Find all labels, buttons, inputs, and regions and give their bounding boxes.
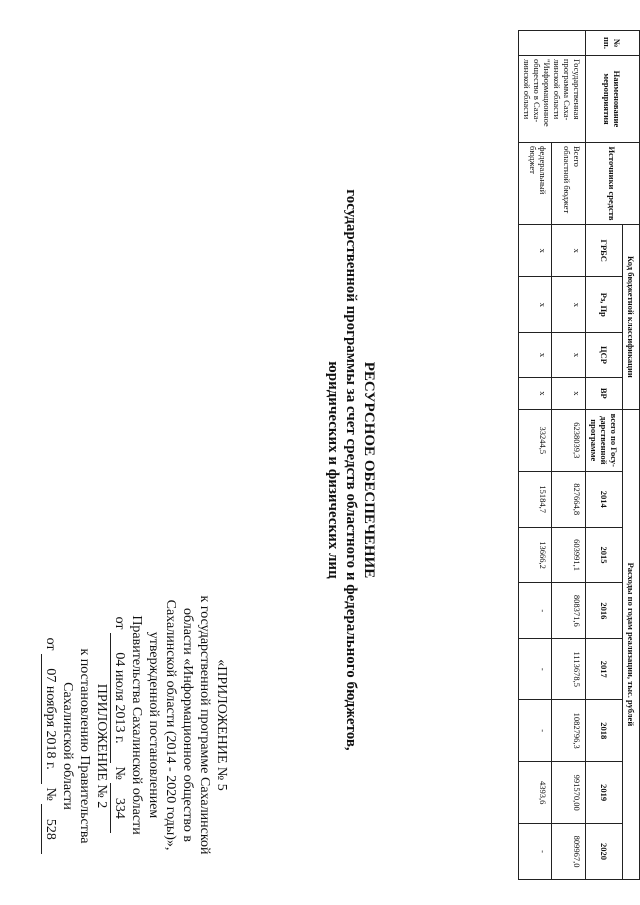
- cell-vr: х: [552, 377, 586, 409]
- cell-value: 13666,2: [519, 527, 553, 583]
- cell-rzpr: х: [519, 277, 553, 333]
- table-row: [552, 31, 586, 880]
- header-vr: ВР: [586, 377, 623, 409]
- heading-line2: государственной программы за счет средств областного и федерального бюджетов,: [343, 189, 359, 751]
- appendix-2-date-line: [41, 596, 59, 896]
- header-year: 2018: [586, 700, 623, 762]
- header-num: № пп.: [586, 31, 640, 56]
- table-row: [519, 31, 553, 880]
- header-expenses-group: Расходы по годам реализации, тыс. рублей: [623, 409, 640, 879]
- cell-value: 4393,6: [519, 762, 553, 824]
- cell-csr: х: [519, 333, 553, 378]
- cell-total: 6238039,3: [552, 409, 586, 471]
- cell-csr: х: [552, 333, 586, 378]
- appendix-2-block: [41, 596, 110, 896]
- appendix-5-date: 04 июля 2013 г.: [110, 633, 128, 763]
- appendix-5-date-line: [110, 560, 128, 890]
- heading-line3: юридических и физических лиц: [325, 361, 341, 579]
- header-year: 2017: [586, 639, 623, 700]
- cell-vr: х: [519, 377, 553, 409]
- cell-num: [519, 31, 586, 56]
- appendix-5-line4: утвержденной постановлением: [146, 631, 161, 819]
- appendix-2-date: 07 ноября 2018 г.: [41, 654, 59, 784]
- document-heading: [324, 120, 378, 820]
- header-total: всего по Госу-дарственной программе: [586, 409, 623, 471]
- cell-grbs: х: [519, 225, 553, 277]
- appendix-5-line5: Правительства Сахалинской области: [129, 615, 144, 835]
- cell-name: [519, 56, 586, 143]
- header-rzpr: Рз, Пр: [586, 277, 623, 333]
- appendix-2-number: 528: [41, 804, 59, 854]
- cell-source-text: областной бюджет: [562, 146, 572, 214]
- header-year: 2014: [586, 471, 623, 527]
- date-prefix: от: [112, 616, 127, 630]
- cell-name-extra: Всего: [572, 146, 582, 167]
- appendix-2-line1: к постановлению Правительства: [77, 648, 92, 844]
- appendix-5-line1: к государственной программе Сахалинской: [197, 595, 212, 855]
- cell-value: 809967,0: [552, 824, 586, 880]
- cell-value: -: [519, 824, 553, 880]
- cell-source: [552, 143, 586, 225]
- appendix-2-title: ПРИЛОЖЕНИЕ № 2: [94, 683, 109, 809]
- cell-source: федеральный бюджет: [519, 143, 553, 225]
- resource-table: [518, 30, 640, 880]
- cell-total: 33244,5: [519, 409, 553, 471]
- cell-value: 603991,1: [552, 527, 586, 583]
- header-csr: ЦСР: [586, 333, 623, 378]
- cell-grbs: х: [552, 225, 586, 277]
- cell-value: -: [519, 639, 553, 700]
- cell-value: 1113678,5: [552, 639, 586, 700]
- header-year: 2015: [586, 527, 623, 583]
- cell-value: 827664,8: [552, 471, 586, 527]
- number-prefix: №: [112, 766, 127, 780]
- cell-value: 808371,6: [552, 583, 586, 639]
- cell-rzpr: х: [552, 277, 586, 333]
- cell-value: 991570,00: [552, 762, 586, 824]
- cell-value: 1082796,3: [552, 700, 586, 762]
- header-name: Наименование мероприятия: [586, 56, 640, 143]
- number-prefix: №: [43, 787, 58, 801]
- header-sources: Источники средств: [586, 143, 640, 225]
- cell-value: -: [519, 583, 553, 639]
- cell-value: -: [519, 700, 553, 762]
- heading-line1: РЕСУРСНОЕ ОБЕСПЕЧЕНИЕ: [361, 361, 377, 579]
- header-year: 2019: [586, 762, 623, 824]
- cell-value: 15184,7: [519, 471, 553, 527]
- appendix-5-block: [110, 560, 230, 890]
- header-code-group: Код бюджетной классификации: [623, 225, 640, 410]
- appendix-5-line3: Сахалинской области (2014 - 2020 годы)»,: [163, 599, 178, 851]
- appendix-2-line2: Сахалинской области: [60, 682, 75, 810]
- header-year: 2020: [586, 824, 623, 880]
- appendix-5-line2: области «Информационное общество в: [180, 607, 195, 842]
- date-prefix: от: [43, 637, 58, 651]
- appendix-5-number: 334: [110, 783, 128, 833]
- table-header-row-1: [623, 31, 640, 880]
- header-grbs: ГРБС: [586, 225, 623, 277]
- appendix-5-title: «ПРИЛОЖЕНИЕ № 5: [214, 659, 229, 791]
- cell-name-text: Государственная программа Саха-линской области "Информационное общество в Саха-линской области: [522, 59, 582, 127]
- header-year: 2016: [586, 583, 623, 639]
